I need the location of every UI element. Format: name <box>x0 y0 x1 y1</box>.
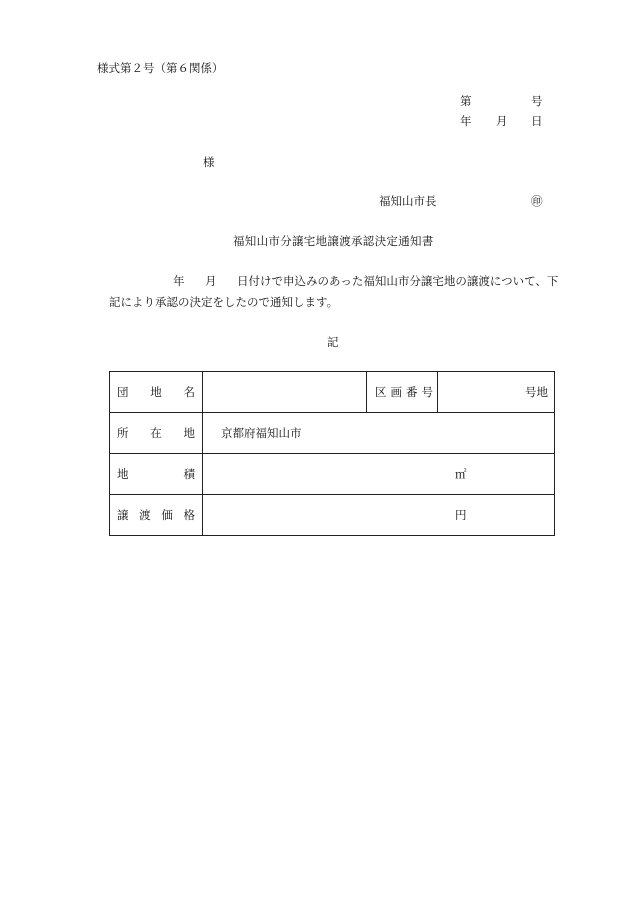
seal-mark: ㊞ <box>531 194 543 208</box>
date-year-label: 年 <box>460 114 472 128</box>
kakaku-label-char-2: 渡 <box>139 508 151 522</box>
chiseki-label-char-1: 地 <box>117 467 129 481</box>
table-row-chiseki <box>110 454 555 495</box>
kakaku-unit: 円 <box>455 508 467 522</box>
ki-heading: 記 <box>327 335 339 349</box>
chiseki-unit: ㎡ <box>455 467 467 481</box>
body-text-line-2: 記により承認の決定をしたので通知します。 <box>109 295 339 309</box>
danchi-label-char-3: 名 <box>183 385 195 399</box>
form-number: 様式第２号（第６関係） <box>97 61 224 75</box>
sender-title: 福知山市長 <box>379 194 437 208</box>
document-title: 福知山市分譲宅地譲渡承認決定通知書 <box>233 234 434 248</box>
body-year-label: 年 <box>173 274 185 288</box>
table-row-kakaku <box>110 495 555 536</box>
date-day-label: 日 <box>531 114 543 128</box>
shozai-value-cell[interactable]: 京都府福知山市 <box>203 413 555 454</box>
details-table <box>109 371 555 536</box>
danchi-label-cell <box>110 372 203 413</box>
danchi-value-cell[interactable] <box>203 372 367 413</box>
shozai-label-cell <box>110 413 203 454</box>
shozai-label-char-3: 地 <box>183 426 195 440</box>
chiseki-label-cell <box>110 454 203 495</box>
kakaku-label-char-3: 価 <box>161 508 173 522</box>
danchi-label-char-1: 団 <box>117 385 129 399</box>
table-row-danchi <box>110 372 555 413</box>
table-row-shozai <box>110 413 555 454</box>
kakaku-label-cell <box>110 495 203 536</box>
body-month-label: 月 <box>205 274 217 288</box>
kukaku-suffix: 号地 <box>525 385 548 399</box>
danchi-label-char-2: 地 <box>150 385 162 399</box>
document-number-suffix: 号 <box>531 94 543 108</box>
kukaku-label-cell: 区画番号 <box>367 372 438 413</box>
chiseki-value-cell[interactable] <box>203 454 555 495</box>
chiseki-label-char-2: 積 <box>183 467 195 481</box>
recipient-honorific: 様 <box>203 155 215 169</box>
body-text-line-1: 日付けで申込みのあった福知山市分譲宅地の譲渡について、下 <box>237 274 559 288</box>
kakaku-label-char-4: 格 <box>183 508 195 522</box>
document-number-prefix: 第 <box>460 94 472 108</box>
kukaku-value-cell[interactable] <box>438 372 555 413</box>
kakaku-label-char-1: 譲 <box>117 508 129 522</box>
shozai-label-char-2: 在 <box>150 426 162 440</box>
shozai-label-char-1: 所 <box>117 426 129 440</box>
kakaku-value-cell[interactable] <box>203 495 555 536</box>
date-month-label: 月 <box>496 114 508 128</box>
